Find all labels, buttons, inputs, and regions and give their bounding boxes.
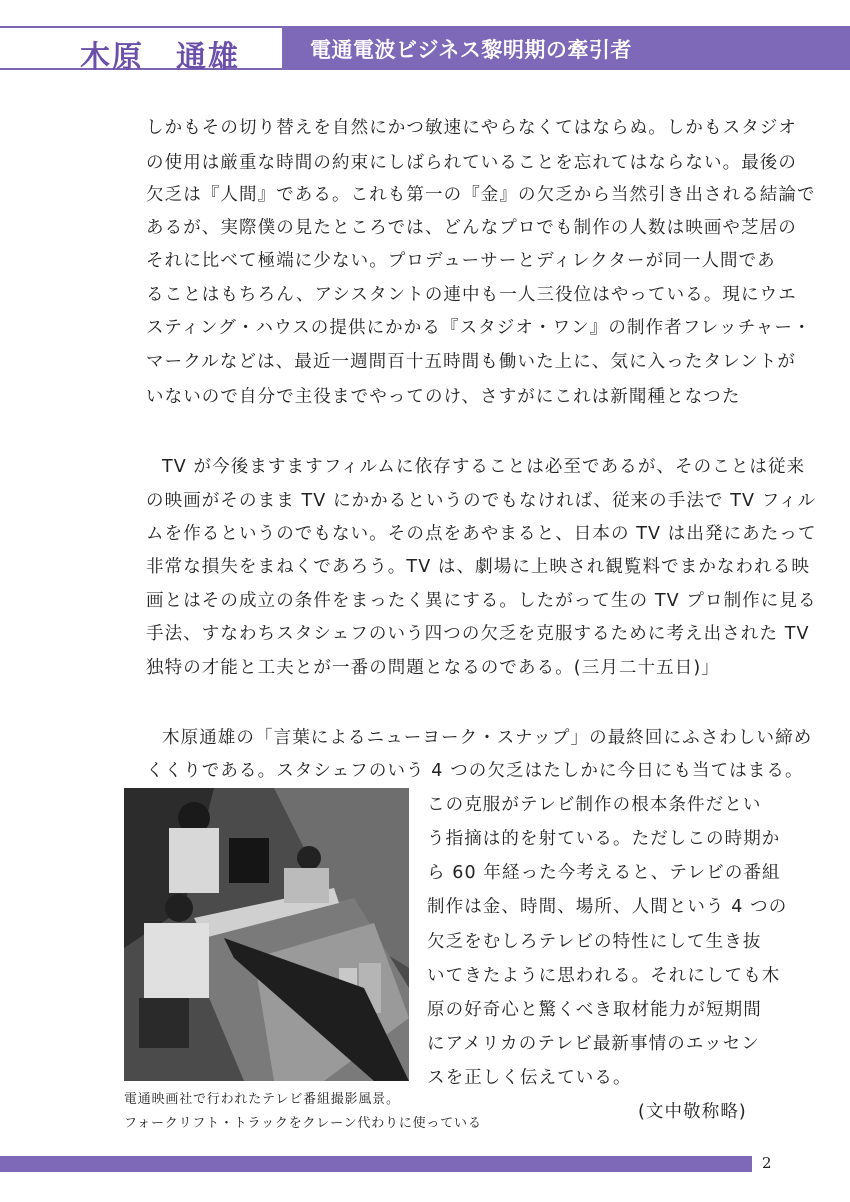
text-line: ら 60 年経った今考えると、テレビの番組 — [427, 863, 781, 883]
text-line: スを正しく伝えている。 — [427, 1068, 632, 1088]
text-line: にアメリカのテレビ最新事情のエッセン — [427, 1034, 760, 1054]
text-line: 手法、すなわちスタシェフのいう四つの欠乏を克服するために考え出された TV — [146, 624, 810, 644]
text-line: 欠乏は『人間』である。これも第一の『金』の欠乏から当然引き出される結論で — [146, 185, 816, 205]
text-line: 制作は金、時間、場所、人間という 4 つの — [427, 897, 788, 917]
text-line: ムを作るというのでもない。その点をあやまると、日本の TV は出発にあたって — [146, 524, 817, 544]
text-line: それに比べて極端に少ない。プロデューサーとディレクターが同一人間であ — [146, 251, 776, 271]
text-line: あるが、実際僕の見たところでは、どんなプロでも制作の人数は映画や芝居の — [146, 218, 797, 238]
text-line: の映画がそのまま TV にかかるというのでもなければ、従来の手法で TV フィル — [146, 491, 817, 511]
page-number: 2 — [762, 1154, 772, 1172]
text-line: いないので自分で主役までやってのけ、さすがにこれは新聞種となつた — [146, 387, 741, 407]
text-line: マークルなどは、最近一週間百十五時間も働いた上に、気に入ったタレントが — [146, 352, 797, 372]
text-line: スティング・ハウスの提供にかかる『スタジオ・ワン』の制作者フレッチャー・ — [146, 318, 812, 338]
text-line: 欠乏をむしろテレビの特性にして生き抜 — [427, 932, 762, 952]
filming-photo — [124, 788, 409, 1081]
author-name: 木原 通雄 — [80, 40, 240, 75]
photo-caption-line: 電通映画社で行われたテレビ番組撮影風景。 — [124, 1092, 400, 1107]
text-line: 木原通雄の「言葉によるニューヨーク・スナップ」の最終回にふさわしい締め — [162, 728, 813, 748]
text-line: TV が今後ますますフィルムに依存することは必至であるが、そのことは従来 — [162, 457, 806, 477]
text-line: う指摘は的を射ている。ただしこの時期か — [427, 829, 781, 849]
photo-illustration — [124, 788, 409, 1081]
author-name-box — [0, 26, 282, 75]
author-note: (文中敬称略) — [638, 1102, 747, 1122]
header-title: 電通電波ビジネス黎明期の牽引者 — [310, 38, 632, 62]
text-line: しかもその切り替えを自然にかつ敏速にやらなくてはならぬ。しかもスタジオ — [146, 118, 797, 138]
header-title-box — [282, 26, 850, 70]
text-line: この克服がテレビ制作の根本条件だとい — [427, 795, 762, 815]
page-header — [0, 26, 850, 75]
text-line: くくりである。スタシェフのいう 4 つの欠乏はたしかに今日にも当てはまる。 — [146, 761, 804, 781]
text-line: 原の好奇心と驚くべき取材能力が短期間 — [427, 1000, 762, 1020]
text-line: 非常な損失をまねくであろう。TV は、劇場に上映され観覧料でまかなわれる映 — [146, 557, 810, 577]
text-line: 画とはその成立の条件をまったく異にする。したがって生の TV プロ制作に見る — [146, 591, 817, 611]
text-line: 独特の才能と工夫とが一番の問題となるのである。(三月二十五日)」 — [146, 658, 720, 678]
photo-caption-line: フォークリフト・トラックをクレーン代わりに使っている — [124, 1116, 482, 1131]
text-line: の使用は厳重な時間の約束にしばられていることを忘れてはならない。最後の — [146, 153, 797, 173]
text-line: いてきたように思われる。それにしても木 — [427, 966, 781, 986]
text-line: ることはもちろん、アシスタントの連中も一人三役位はやっている。現にウエ — [146, 285, 797, 305]
footer-bar — [0, 1156, 752, 1172]
